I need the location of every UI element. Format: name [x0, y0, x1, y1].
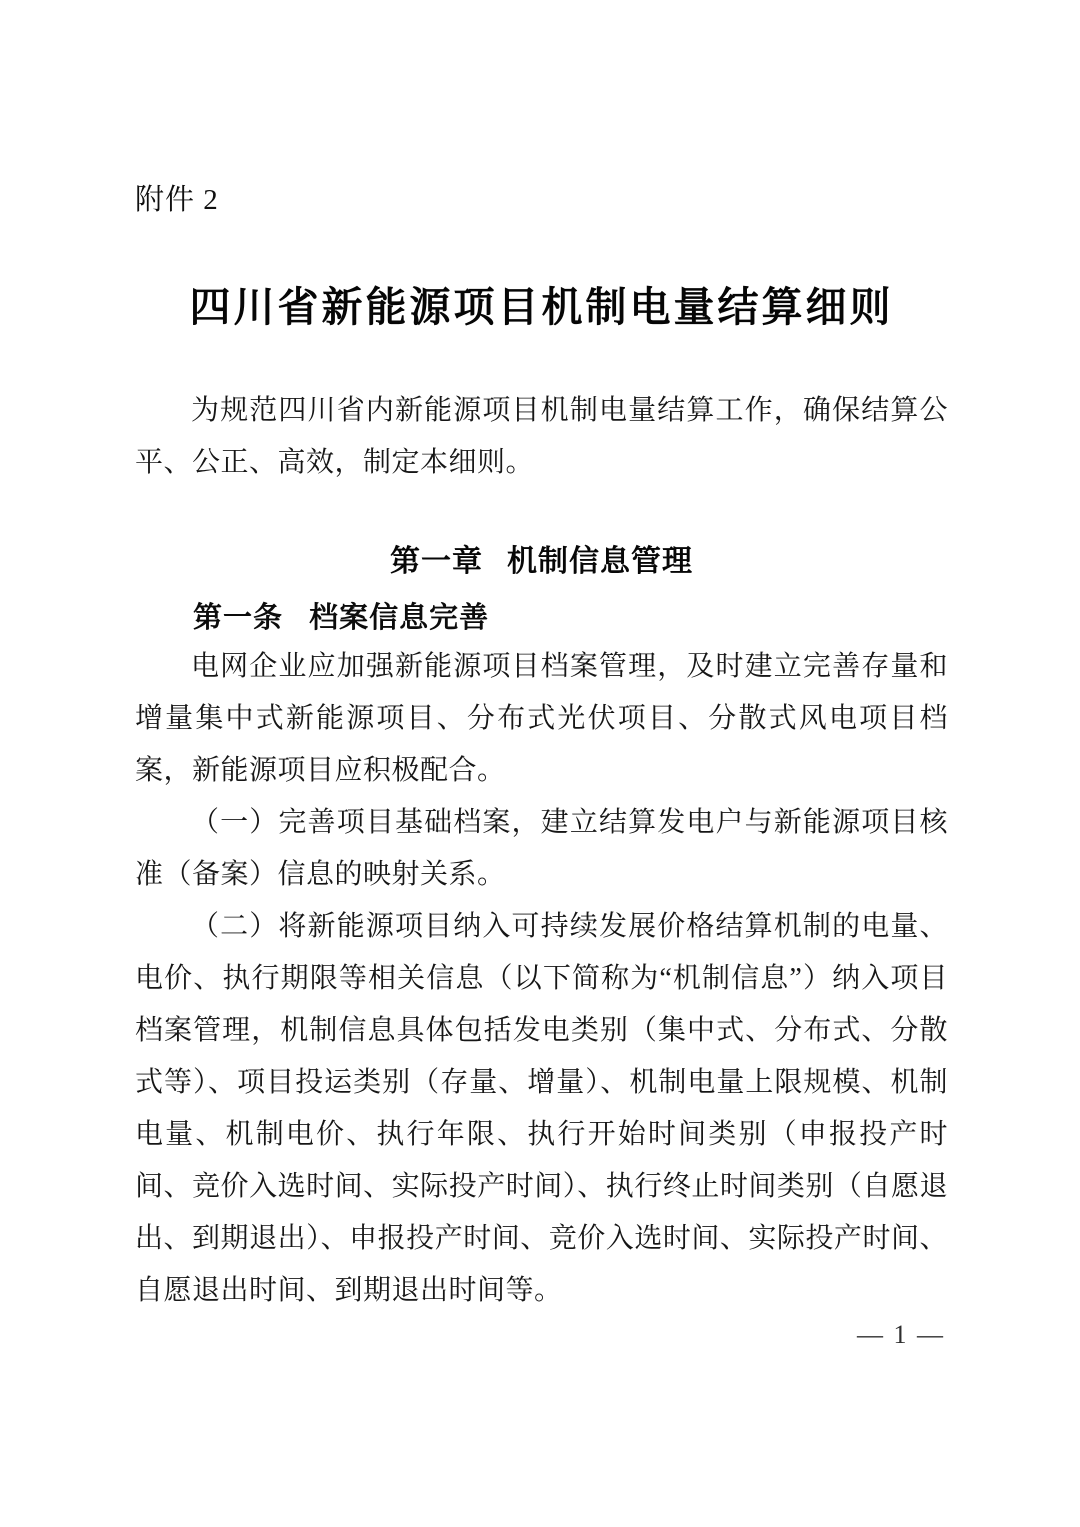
- body-paragraph: 电网企业应加强新能源项目档案管理，及时建立完善存量和增量集中式新能源项目、分布式光伏项目、分散式风电项目档案，新能源项目应积极配合。: [135, 651, 948, 786]
- body-paragraph: （二）将新能源项目纳入可持续发展价格结算机制的电量、电价、执行期限等相关信息（以下简称为“机制信息”）纳入项目档案管理，机制信息具体包括发电类别（集中式、分布式、分散式等）、项目投运类别（存量、增量）、机制电量上限规模、机制电量、机制电价、执行年限、执行开始时间类别（申报投产时间、竞价入选时间、实际投产时间）、执行终止时间类别（自愿退出、到期退出）、申报投产时间、竞价入选时间、实际投产时间、自愿退出时间、到期退出时间等。: [135, 911, 948, 1306]
- article-heading: [135, 595, 948, 641]
- chapter-number: 第一章: [390, 545, 483, 578]
- intro-paragraph: 为规范四川省内新能源项目机制电量结算工作，确保结算公平、公正、高效，制定本细则。: [135, 395, 948, 478]
- body-paragraph: （一）完善项目基础档案，建立结算发电户与新能源项目核准（备案）信息的映射关系。: [135, 807, 948, 890]
- chapter-heading: [135, 539, 948, 585]
- document-title: 四川省新能源项目机制电量结算细则: [189, 284, 894, 330]
- attachment-label: 附件 2: [135, 184, 219, 216]
- chapter-title: 机制信息管理: [507, 545, 693, 578]
- page-footer: [857, 1320, 945, 1350]
- article-number: 第一条: [193, 602, 284, 634]
- page-number: — 1 —: [857, 1320, 945, 1349]
- article-title: 档案信息完善: [309, 602, 490, 634]
